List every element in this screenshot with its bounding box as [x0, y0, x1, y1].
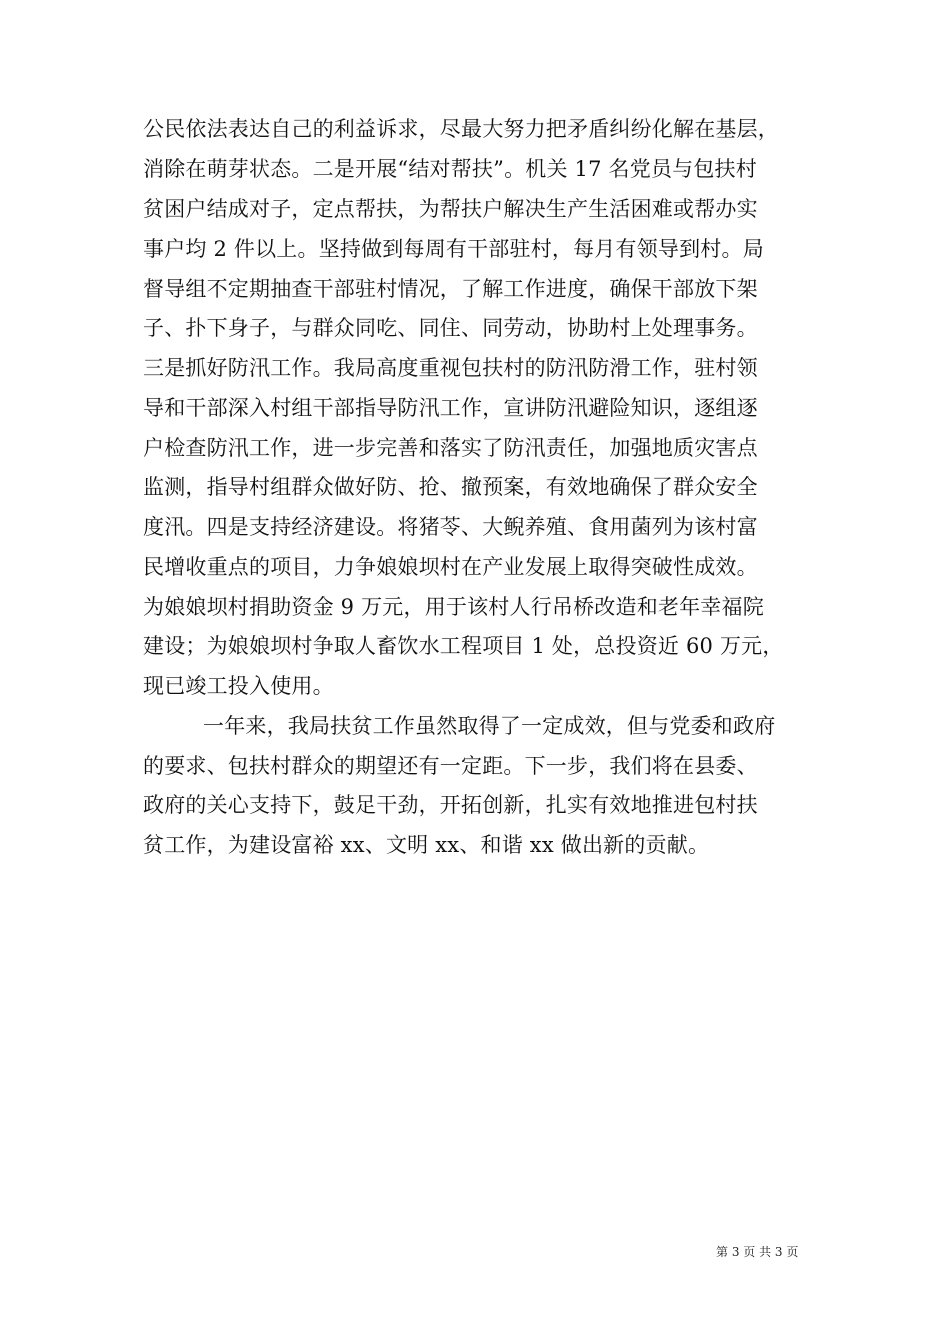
body-line-11: 度汛。四是支持经济建设。将猪苓、大鲵养殖、食用菌列为该村富: [143, 515, 758, 539]
body-line-7: 三是抓好防汛工作。我局高度重视包扶村的防汛防滑工作，驻村领: [143, 356, 758, 380]
body-line-17: 的要求、包扶村群众的期望还有一定距。下一步，我们将在县委、: [143, 754, 758, 778]
body-line-10: 监测，指导村组群众做好防、抢、撤预案，有效地确保了群众安全: [143, 475, 758, 499]
body-line-15: 现已竣工投入使用。: [143, 674, 334, 698]
body-line-18: 政府的关心支持下，鼓足干劲，开拓创新，扎实有效地推进包村扶: [143, 793, 758, 817]
page-number-footer: 第 3 页 共 3 页: [716, 1245, 799, 1259]
body-line-19: 贫工作，为建设富裕 xx、文明 xx、和谐 xx 做出新的贡献。: [143, 833, 710, 857]
body-line-9: 户检查防汛工作，进一步完善和落实了防汛责任，加强地质灾害点: [143, 436, 758, 460]
body-line-6: 子、扑下身子，与群众同吃、同住、同劳动，协助村上处理事务。: [143, 316, 758, 340]
body-line-13: 为娘娘坝村捐助资金 9 万元，用于该村人行吊桥改造和老年幸福院: [143, 595, 764, 619]
body-line-16: 一年来，我局扶贫工作虽然取得了一定成效，但与党委和政府: [203, 714, 776, 738]
body-line-3: 贫困户结成对子，定点帮扶，为帮扶户解决生产生活困难或帮办实: [143, 197, 758, 221]
body-line-5: 督导组不定期抽查干部驻村情况，了解工作进度，确保干部放下架: [143, 277, 758, 301]
body-line-12: 民增收重点的项目，力争娘娘坝村在产业发展上取得突破性成效。: [143, 555, 758, 579]
body-line-14: 建设；为娘娘坝村争取人畜饮水工程项目 1 处，总投资近 60 万元，: [143, 634, 784, 658]
body-line-1: 公民依法表达自己的利益诉求，尽最大努力把矛盾纠纷化解在基层，: [143, 117, 779, 141]
body-line-2: 消除在萌芽状态。二是开展“结对帮扶”。机关 17 名党员与包扶村: [143, 157, 757, 181]
body-line-4: 事户均 2 件以上。坚持做到每周有干部驻村，每月有领导到村。局: [143, 237, 764, 261]
body-line-8: 导和干部深入村组干部指导防汛工作，宣讲防汛避险知识，逐组逐: [143, 396, 758, 420]
